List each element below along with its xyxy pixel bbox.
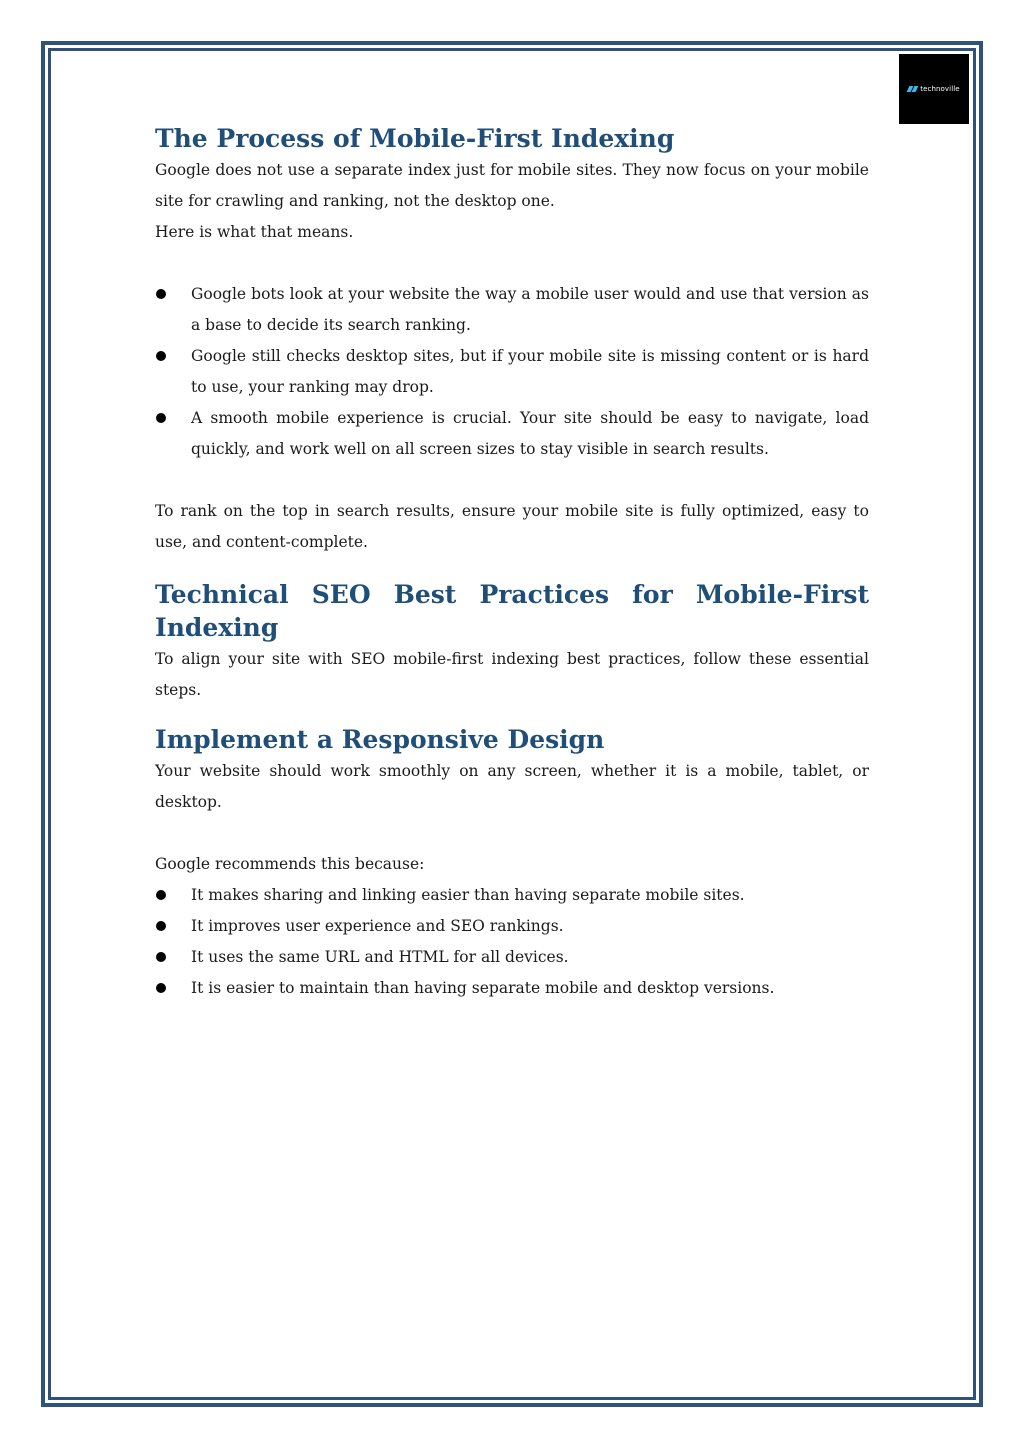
list-item xyxy=(155,880,869,911)
list-item-text: It improves user experience and SEO rankings. xyxy=(191,917,564,935)
process-intro-paragraph: Google does not use a separate index just for mobile sites. They now focus on your mobile site for crawling and ranking, not the desktop one. xyxy=(155,161,869,210)
section-heading-process: The Process of Mobile-First Indexing xyxy=(155,124,675,153)
bullet-dot xyxy=(156,413,166,423)
document-content xyxy=(155,122,869,1004)
bullet-dot xyxy=(156,890,166,900)
bullet-dot xyxy=(156,289,166,299)
responsive-lead-text: Google recommends this because: xyxy=(155,855,425,873)
technoville-logo xyxy=(899,54,969,124)
list-item xyxy=(155,911,869,942)
list-item xyxy=(155,973,869,1004)
bullet-dot xyxy=(156,351,166,361)
list-item-text: It uses the same URL and HTML for all devices. xyxy=(191,948,569,966)
list-item xyxy=(155,341,869,403)
technoville-logo-icon xyxy=(907,86,920,92)
list-item xyxy=(155,279,869,341)
list-item xyxy=(155,403,869,465)
list-item-text: It makes sharing and linking easier than having separate mobile sites. xyxy=(191,886,745,904)
list-item-text: Google bots look at your website the way a mobile user would and use that version as a base to decide its search ranking. xyxy=(191,285,869,334)
list-item-text: A smooth mobile experience is crucial. Your site should be easy to navigate, load quickly, and work well on all screen sizes to stay visible in search results. xyxy=(191,409,869,458)
section-heading-responsive: Implement a Responsive Design xyxy=(155,725,605,754)
responsive-bullet-list xyxy=(155,880,869,1004)
process-bullet-list xyxy=(155,279,869,465)
list-item xyxy=(155,942,869,973)
list-item-text: It is easier to maintain than having separate mobile and desktop versions. xyxy=(191,979,775,997)
bullet-dot xyxy=(156,921,166,931)
technical-paragraph: To align your site with SEO mobile-first indexing best practices, follow these essential steps. xyxy=(155,650,869,699)
bullet-dot xyxy=(156,983,166,993)
logo-text: technoville xyxy=(920,85,960,93)
bullet-dot xyxy=(156,952,166,962)
responsive-paragraph: Your website should work smoothly on any screen, whether it is a mobile, tablet, or desktop. xyxy=(155,762,869,811)
section-heading-technical: Technical SEO Best Practices for Mobile-First Indexing xyxy=(155,580,869,642)
process-conclusion-paragraph: To rank on the top in search results, ensure your mobile site is fully optimized, easy to use, and content-complete. xyxy=(155,502,869,551)
list-item-text: Google still checks desktop sites, but if your mobile site is missing content or is hard to use, your ranking may drop. xyxy=(191,347,869,396)
process-intro-followup: Here is what that means. xyxy=(155,223,354,241)
